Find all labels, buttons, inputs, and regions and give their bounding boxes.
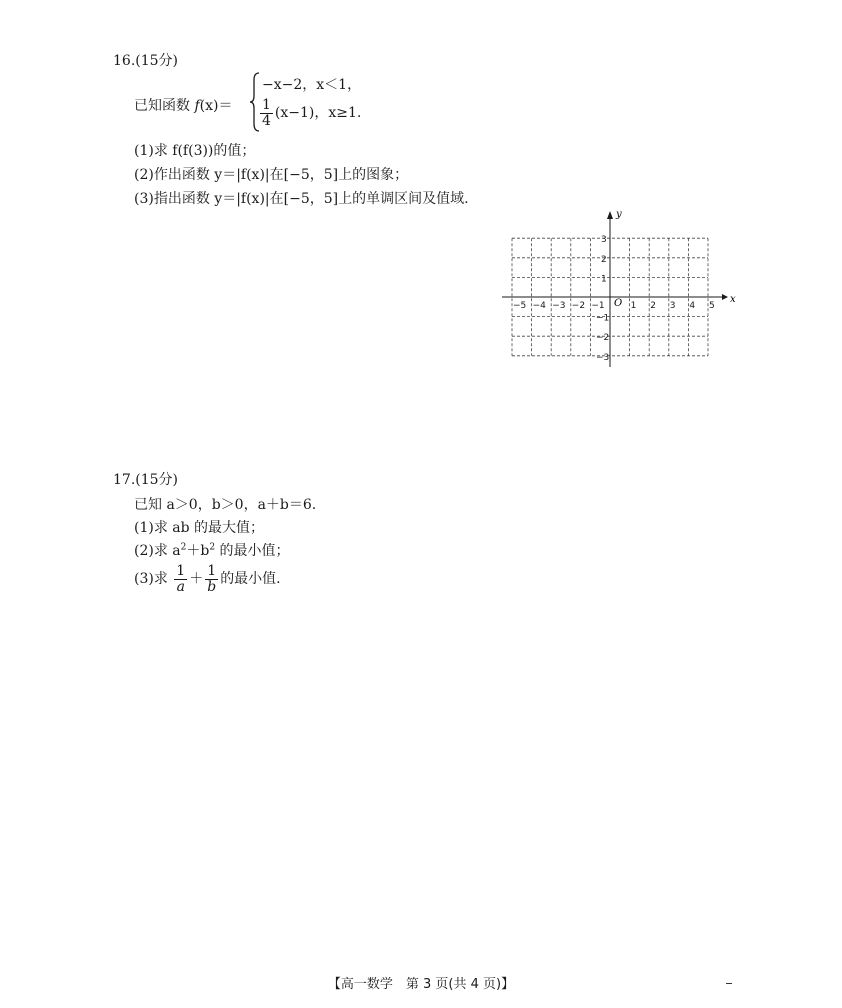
frac-den: 4 — [262, 112, 271, 129]
q16-fx: (x)＝ — [199, 98, 233, 114]
q17-header — [113, 469, 178, 489]
frac-one-over-b — [205, 564, 218, 594]
q17-part2-post: 的最小值； — [215, 543, 290, 559]
q17-part3 — [134, 564, 281, 594]
page-footer: 【高一数学 第 3 页(共 4 页)】 — [327, 977, 515, 992]
q16-intro — [134, 95, 232, 115]
frac2-num: 1 — [205, 564, 218, 580]
q17-part3-post: 的最小值. — [220, 571, 281, 588]
q16-points: (15分) — [135, 53, 179, 69]
x-tick-label: 1 — [630, 301, 637, 311]
x-axis-arrow-icon — [722, 294, 728, 300]
y-tick-label: 1 — [601, 274, 607, 285]
x-tick-label: −4 — [532, 301, 546, 311]
y-tick-label: −1 — [596, 313, 610, 324]
piecewise-definition — [250, 72, 400, 136]
y-tick-label: −2 — [596, 333, 610, 344]
q17-part3-plus: ＋ — [189, 571, 204, 588]
q16-fname: f — [194, 98, 200, 114]
y-tick-label: 2 — [601, 254, 607, 265]
q17-part2-pre: (2)求 a — [134, 543, 181, 559]
corner-mark — [726, 983, 732, 984]
q17-part2 — [134, 540, 290, 560]
x-tick-label: 2 — [650, 301, 656, 311]
frac1-num: 1 — [176, 563, 186, 579]
grid-svg — [500, 205, 740, 370]
x-tick-label: −1 — [591, 301, 605, 311]
x-tick-label: 4 — [689, 301, 696, 311]
q17-part1: (1)求 ab 的最大值； — [134, 520, 265, 536]
frac-one-over-a — [174, 564, 187, 594]
frac2-den: b — [207, 578, 217, 595]
q17-part2-sup1: 2 — [180, 542, 187, 553]
q16-part2: (2)作出函数 y＝|f(x)|在[−5，5]上的图象； — [134, 167, 409, 183]
q16-header — [113, 50, 178, 70]
x-tick-label: −5 — [513, 301, 527, 311]
piecewise-case-2 — [258, 98, 361, 128]
y-axis-label: y — [616, 209, 622, 220]
piecewise-case-1: −x−2，x＜1， — [262, 77, 362, 93]
q16-part3: (3)指出函数 y＝|f(x)|在[−5，5]上的单调区间及值域. — [134, 191, 469, 207]
x-tick-label: 3 — [669, 301, 676, 311]
y-axis-arrow-icon — [607, 211, 613, 219]
frac-num: 1 — [262, 97, 271, 113]
x-tick-label: 5 — [709, 301, 715, 311]
y-tick-label: 3 — [601, 235, 607, 246]
origin-label: O — [614, 298, 623, 309]
frac-one-quarter — [260, 98, 273, 128]
y-tick-label: −3 — [596, 352, 610, 363]
x-tick-label: −2 — [571, 301, 586, 311]
q16-intro-text: 已知函数 — [134, 98, 190, 114]
x-axis-label: x — [730, 294, 736, 305]
coordinate-grid — [500, 205, 740, 370]
q17-points: (15分) — [135, 472, 179, 488]
case2-rest: (x−1)，x≥1. — [274, 105, 362, 122]
q17-given: 已知 a＞0，b＞0，a＋b＝6. — [134, 497, 317, 513]
q16-part1: (1)求 f(f(3))的值； — [134, 143, 256, 159]
q17-part3-pre: (3)求 — [134, 571, 168, 588]
x-tick-label: −3 — [552, 301, 566, 311]
frac1-den: a — [176, 578, 185, 595]
q17-number: 17. — [113, 472, 136, 488]
q16-number: 16. — [113, 53, 136, 69]
q17-part2-mid: ＋b — [186, 543, 210, 559]
q17-part2-sup2: 2 — [209, 542, 216, 553]
